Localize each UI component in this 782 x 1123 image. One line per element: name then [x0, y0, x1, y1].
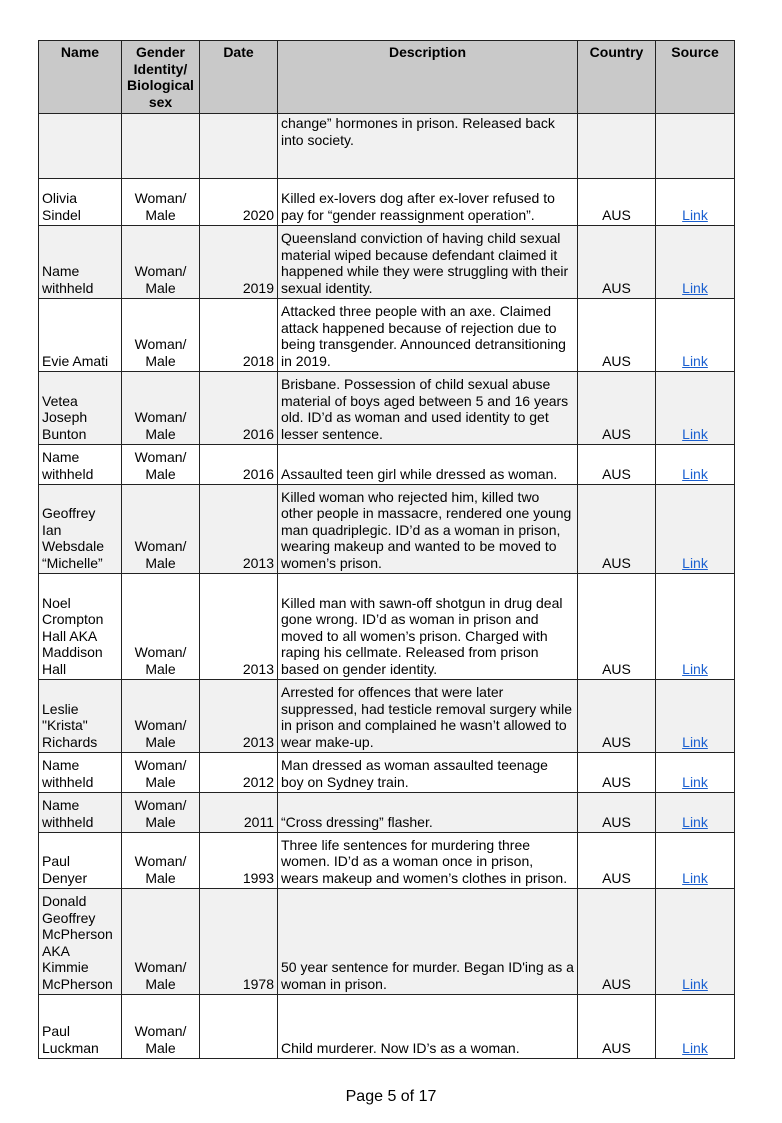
cell-country: AUS	[578, 445, 656, 485]
cell-date: 2013	[200, 574, 278, 680]
cell-country: AUS	[578, 680, 656, 753]
cell-description: Assaulted teen girl while dressed as woman.	[278, 445, 578, 485]
cell-gender: Woman/ Male	[122, 574, 200, 680]
cell-source	[656, 299, 735, 372]
cell-description: Child murderer. Now ID’s as a woman.	[278, 995, 578, 1059]
source-link[interactable]: Link	[682, 975, 708, 992]
header-country: Country	[578, 41, 656, 114]
source-link[interactable]: Link	[682, 733, 708, 750]
cell-gender	[122, 114, 200, 179]
cell-description: Killed man with sawn-off shotgun in drug deal gone wrong. ID’d as woman in prison and moved to all women’s prison. Charged with raping his cellmate. Released from prison based on gender identity.	[278, 574, 578, 680]
cell-gender: Woman/ Male	[122, 833, 200, 889]
cell-name: Name withheld	[39, 226, 122, 299]
cell-source	[656, 179, 735, 226]
cell-description: Queensland conviction of having child sexual material wiped because defendant claimed it happened while they were struggling with their sexual identity.	[278, 226, 578, 299]
cell-name: Evie Amati	[39, 299, 122, 372]
cell-date: 2020	[200, 179, 278, 226]
cell-description: “Cross dressing” flasher.	[278, 793, 578, 833]
cell-country: AUS	[578, 833, 656, 889]
cell-name: Olivia Sindel	[39, 179, 122, 226]
cell-source	[656, 793, 735, 833]
cell-country: AUS	[578, 179, 656, 226]
cell-date	[200, 995, 278, 1059]
page-number: Page 5 of 17	[345, 1088, 437, 1105]
offender-table	[38, 40, 735, 1059]
header-name: Name	[39, 41, 122, 114]
source-link[interactable]: Link	[682, 554, 708, 571]
cell-description: Killed ex-lovers dog after ex-lover refused to pay for “gender reassignment operation”.	[278, 179, 578, 226]
cell-gender: Woman/ Male	[122, 299, 200, 372]
cell-country: AUS	[578, 753, 656, 793]
cell-country: AUS	[578, 995, 656, 1059]
cell-source	[656, 114, 735, 179]
header-description: Description	[278, 41, 578, 114]
table-row	[39, 680, 735, 753]
cell-gender: Woman/ Male	[122, 793, 200, 833]
cell-name: Name withheld	[39, 753, 122, 793]
table-row	[39, 753, 735, 793]
cell-country: AUS	[578, 889, 656, 995]
cell-description: Brisbane. Possession of child sexual abuse material of boys aged between 5 and 16 years old. ID’d as woman and used identity to get lesser sentence.	[278, 372, 578, 445]
cell-description: Killed woman who rejected him, killed two other people in massacre, rendered one young man quadriplegic. ID’d as a woman in prison, wearing makeup and wanted to be moved to women’s prison.	[278, 485, 578, 574]
cell-gender: Woman/ Male	[122, 179, 200, 226]
cell-description: Attacked three people with an axe. Claimed attack happened because of rejection due to being transgender. Announced detransitioning in 2019.	[278, 299, 578, 372]
cell-date: 2016	[200, 372, 278, 445]
source-link[interactable]: Link	[682, 869, 708, 886]
cell-country	[578, 114, 656, 179]
source-link[interactable]: Link	[682, 279, 708, 296]
cell-source	[656, 226, 735, 299]
cell-date: 2013	[200, 680, 278, 753]
cell-gender: Woman/ Male	[122, 485, 200, 574]
cell-date: 2012	[200, 753, 278, 793]
source-link[interactable]: Link	[682, 773, 708, 790]
cell-date: 2018	[200, 299, 278, 372]
cell-country: AUS	[578, 299, 656, 372]
table-row	[39, 114, 735, 179]
cell-source	[656, 372, 735, 445]
cell-name: Name withheld	[39, 445, 122, 485]
cell-country: AUS	[578, 574, 656, 680]
cell-gender: Woman/ Male	[122, 889, 200, 995]
cell-date: 1978	[200, 889, 278, 995]
table-row	[39, 445, 735, 485]
cell-source	[656, 889, 735, 995]
table-row	[39, 889, 735, 995]
cell-gender: Woman/ Male	[122, 445, 200, 485]
table-header-row	[39, 41, 735, 114]
cell-country: AUS	[578, 485, 656, 574]
source-link[interactable]: Link	[682, 352, 708, 369]
cell-source	[656, 574, 735, 680]
source-link[interactable]: Link	[682, 425, 708, 442]
cell-date: 2011	[200, 793, 278, 833]
source-link[interactable]: Link	[682, 1039, 708, 1056]
table-row	[39, 793, 735, 833]
table-row	[39, 372, 735, 445]
cell-description: Arrested for offences that were later suppressed, had testicle removal surgery while in prison and complained he wasn’t allowed to wear make-up.	[278, 680, 578, 753]
cell-date: 2019	[200, 226, 278, 299]
table-row	[39, 226, 735, 299]
cell-name: Paul Denyer	[39, 833, 122, 889]
source-link[interactable]: Link	[682, 813, 708, 830]
cell-name: Noel Crompton Hall AKA Maddison Hall	[39, 574, 122, 680]
cell-gender: Woman/ Male	[122, 372, 200, 445]
cell-name: Donald Geoffrey McPherson AKA Kimmie McPherson	[39, 889, 122, 995]
cell-name: Leslie "Krista" Richards	[39, 680, 122, 753]
cell-gender: Woman/ Male	[122, 753, 200, 793]
cell-description: Man dressed as woman assaulted teenage boy on Sydney train.	[278, 753, 578, 793]
cell-date	[200, 114, 278, 179]
header-gender: Gender Identity/ Biological sex	[122, 41, 200, 114]
cell-date: 2013	[200, 485, 278, 574]
cell-source	[656, 680, 735, 753]
cell-date: 1993	[200, 833, 278, 889]
cell-source	[656, 485, 735, 574]
cell-name: Paul Luckman	[39, 995, 122, 1059]
table-row	[39, 485, 735, 574]
source-link[interactable]: Link	[682, 465, 708, 482]
source-link[interactable]: Link	[682, 660, 708, 677]
cell-source	[656, 833, 735, 889]
cell-source	[656, 445, 735, 485]
table-row	[39, 574, 735, 680]
source-link[interactable]: Link	[682, 206, 708, 223]
cell-name: Name withheld	[39, 793, 122, 833]
table-row	[39, 995, 735, 1059]
cell-name: Geoffrey Ian Websdale “Michelle”	[39, 485, 122, 574]
cell-gender: Woman/ Male	[122, 995, 200, 1059]
cell-description: 50 year sentence for murder. Began ID'ing as a woman in prison.	[278, 889, 578, 995]
header-source: Source	[656, 41, 735, 114]
table-row	[39, 299, 735, 372]
cell-source	[656, 753, 735, 793]
cell-description: Three life sentences for murdering three women. ID’d as a woman once in prison, wears makeup and women’s clothes in prison.	[278, 833, 578, 889]
cell-gender: Woman/ Male	[122, 226, 200, 299]
cell-name	[39, 114, 122, 179]
cell-country: AUS	[578, 793, 656, 833]
cell-date: 2016	[200, 445, 278, 485]
table-row	[39, 833, 735, 889]
cell-gender: Woman/ Male	[122, 680, 200, 753]
cell-country: AUS	[578, 226, 656, 299]
cell-name: Vetea Joseph Bunton	[39, 372, 122, 445]
table-row	[39, 179, 735, 226]
cell-source	[656, 995, 735, 1059]
cell-description: change” hormones in prison. Released back into society.	[278, 114, 578, 179]
cell-country: AUS	[578, 372, 656, 445]
header-date: Date	[200, 41, 278, 114]
